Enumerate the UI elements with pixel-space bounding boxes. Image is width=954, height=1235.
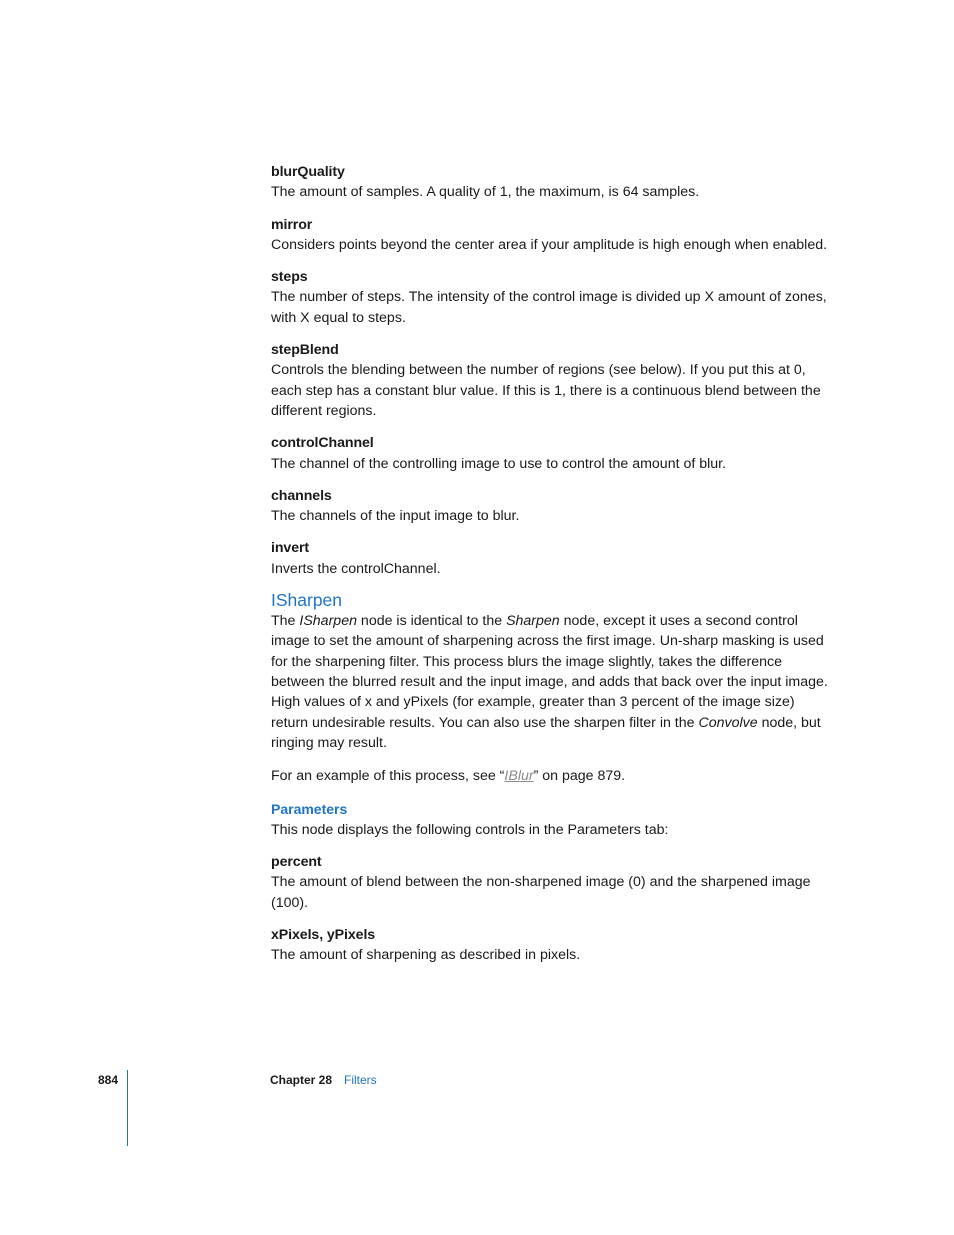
param-desc-blurquality: The amount of samples. A quality of 1, the maximum, is 64 samples. <box>271 184 700 201</box>
param-name-mirror: mirror <box>271 216 313 233</box>
param-desc-controlchannel: The channel of the controlling image to use to control the amount of blur. <box>271 455 727 472</box>
intro-text: node, except it uses a second control image to set the amount of sharpening across the first image. Un-sharp masking is used for the sharpening filter. This process blurs the image slightly, takes the difference between the blurred result and the input image, and adds that back over the input image. High values of x and yPixels (for example, greater than 3 percent of the image size) return undesirable results. You can also use the sharpen filter in the <box>271 613 828 731</box>
param-desc-percent: The amount of blend between the non-sharpened image (0) and the sharpened image (100). <box>271 874 811 911</box>
param-desc-mirror: Considers points beyond the center area if your amplitude is high enough when enabled. <box>271 236 828 253</box>
param-desc-xpixels-ypixels: The amount of sharpening as described in pixels. <box>271 947 581 964</box>
param-desc-steps: The number of steps. The intensity of the control image is divided up X amount of zones, with X equal to steps. <box>271 289 827 326</box>
param-name-controlchannel: controlChannel <box>271 435 374 452</box>
parameters-intro: This node displays the following controls in the Parameters tab: <box>271 821 669 838</box>
param-name-percent: percent <box>271 854 322 871</box>
param-name-blurquality: blurQuality <box>271 164 345 180</box>
intro-text: node, but ringing may result. <box>271 714 821 751</box>
example-reference <box>271 766 831 786</box>
intro-text: The <box>271 613 300 630</box>
iblur-link[interactable]: IBlur <box>504 768 534 785</box>
param-name-stepblend: stepBlend <box>271 342 339 359</box>
param-desc-invert: Inverts the controlChannel. <box>271 560 441 577</box>
intro-convolve-name: Convolve <box>698 714 758 731</box>
intro-node-name: ISharpen <box>299 613 357 630</box>
footer-divider <box>127 1070 128 1146</box>
section-title-isharpen: ISharpen <box>271 590 343 611</box>
intro-sharpen-name: Sharpen <box>506 613 560 630</box>
intro-text: node is identical to the <box>356 613 507 630</box>
page-number: 884 <box>98 1073 119 1087</box>
param-name-steps: steps <box>271 269 308 286</box>
footer-section-name: Filters <box>344 1073 377 1087</box>
param-name-invert: invert <box>271 540 310 557</box>
isharpen-intro <box>271 611 831 753</box>
example-text: ” on page 879. <box>533 768 626 785</box>
page-content <box>271 162 831 978</box>
footer-chapter: Chapter 28 <box>270 1073 333 1087</box>
param-name-channels: channels <box>271 487 332 504</box>
param-desc-channels: The channels of the input image to blur. <box>271 508 520 525</box>
example-text: For an example of this process, see “ <box>271 768 505 785</box>
param-desc-stepblend: Controls the blending between the number of regions (see below). If you put this at 0, each step has a constant blur value. If this is 1, there is a continuous blend between the different regions. <box>271 362 821 419</box>
parameters-heading: Parameters <box>271 801 348 818</box>
param-name-xpixels-ypixels: xPixels, yPixels <box>271 926 376 943</box>
